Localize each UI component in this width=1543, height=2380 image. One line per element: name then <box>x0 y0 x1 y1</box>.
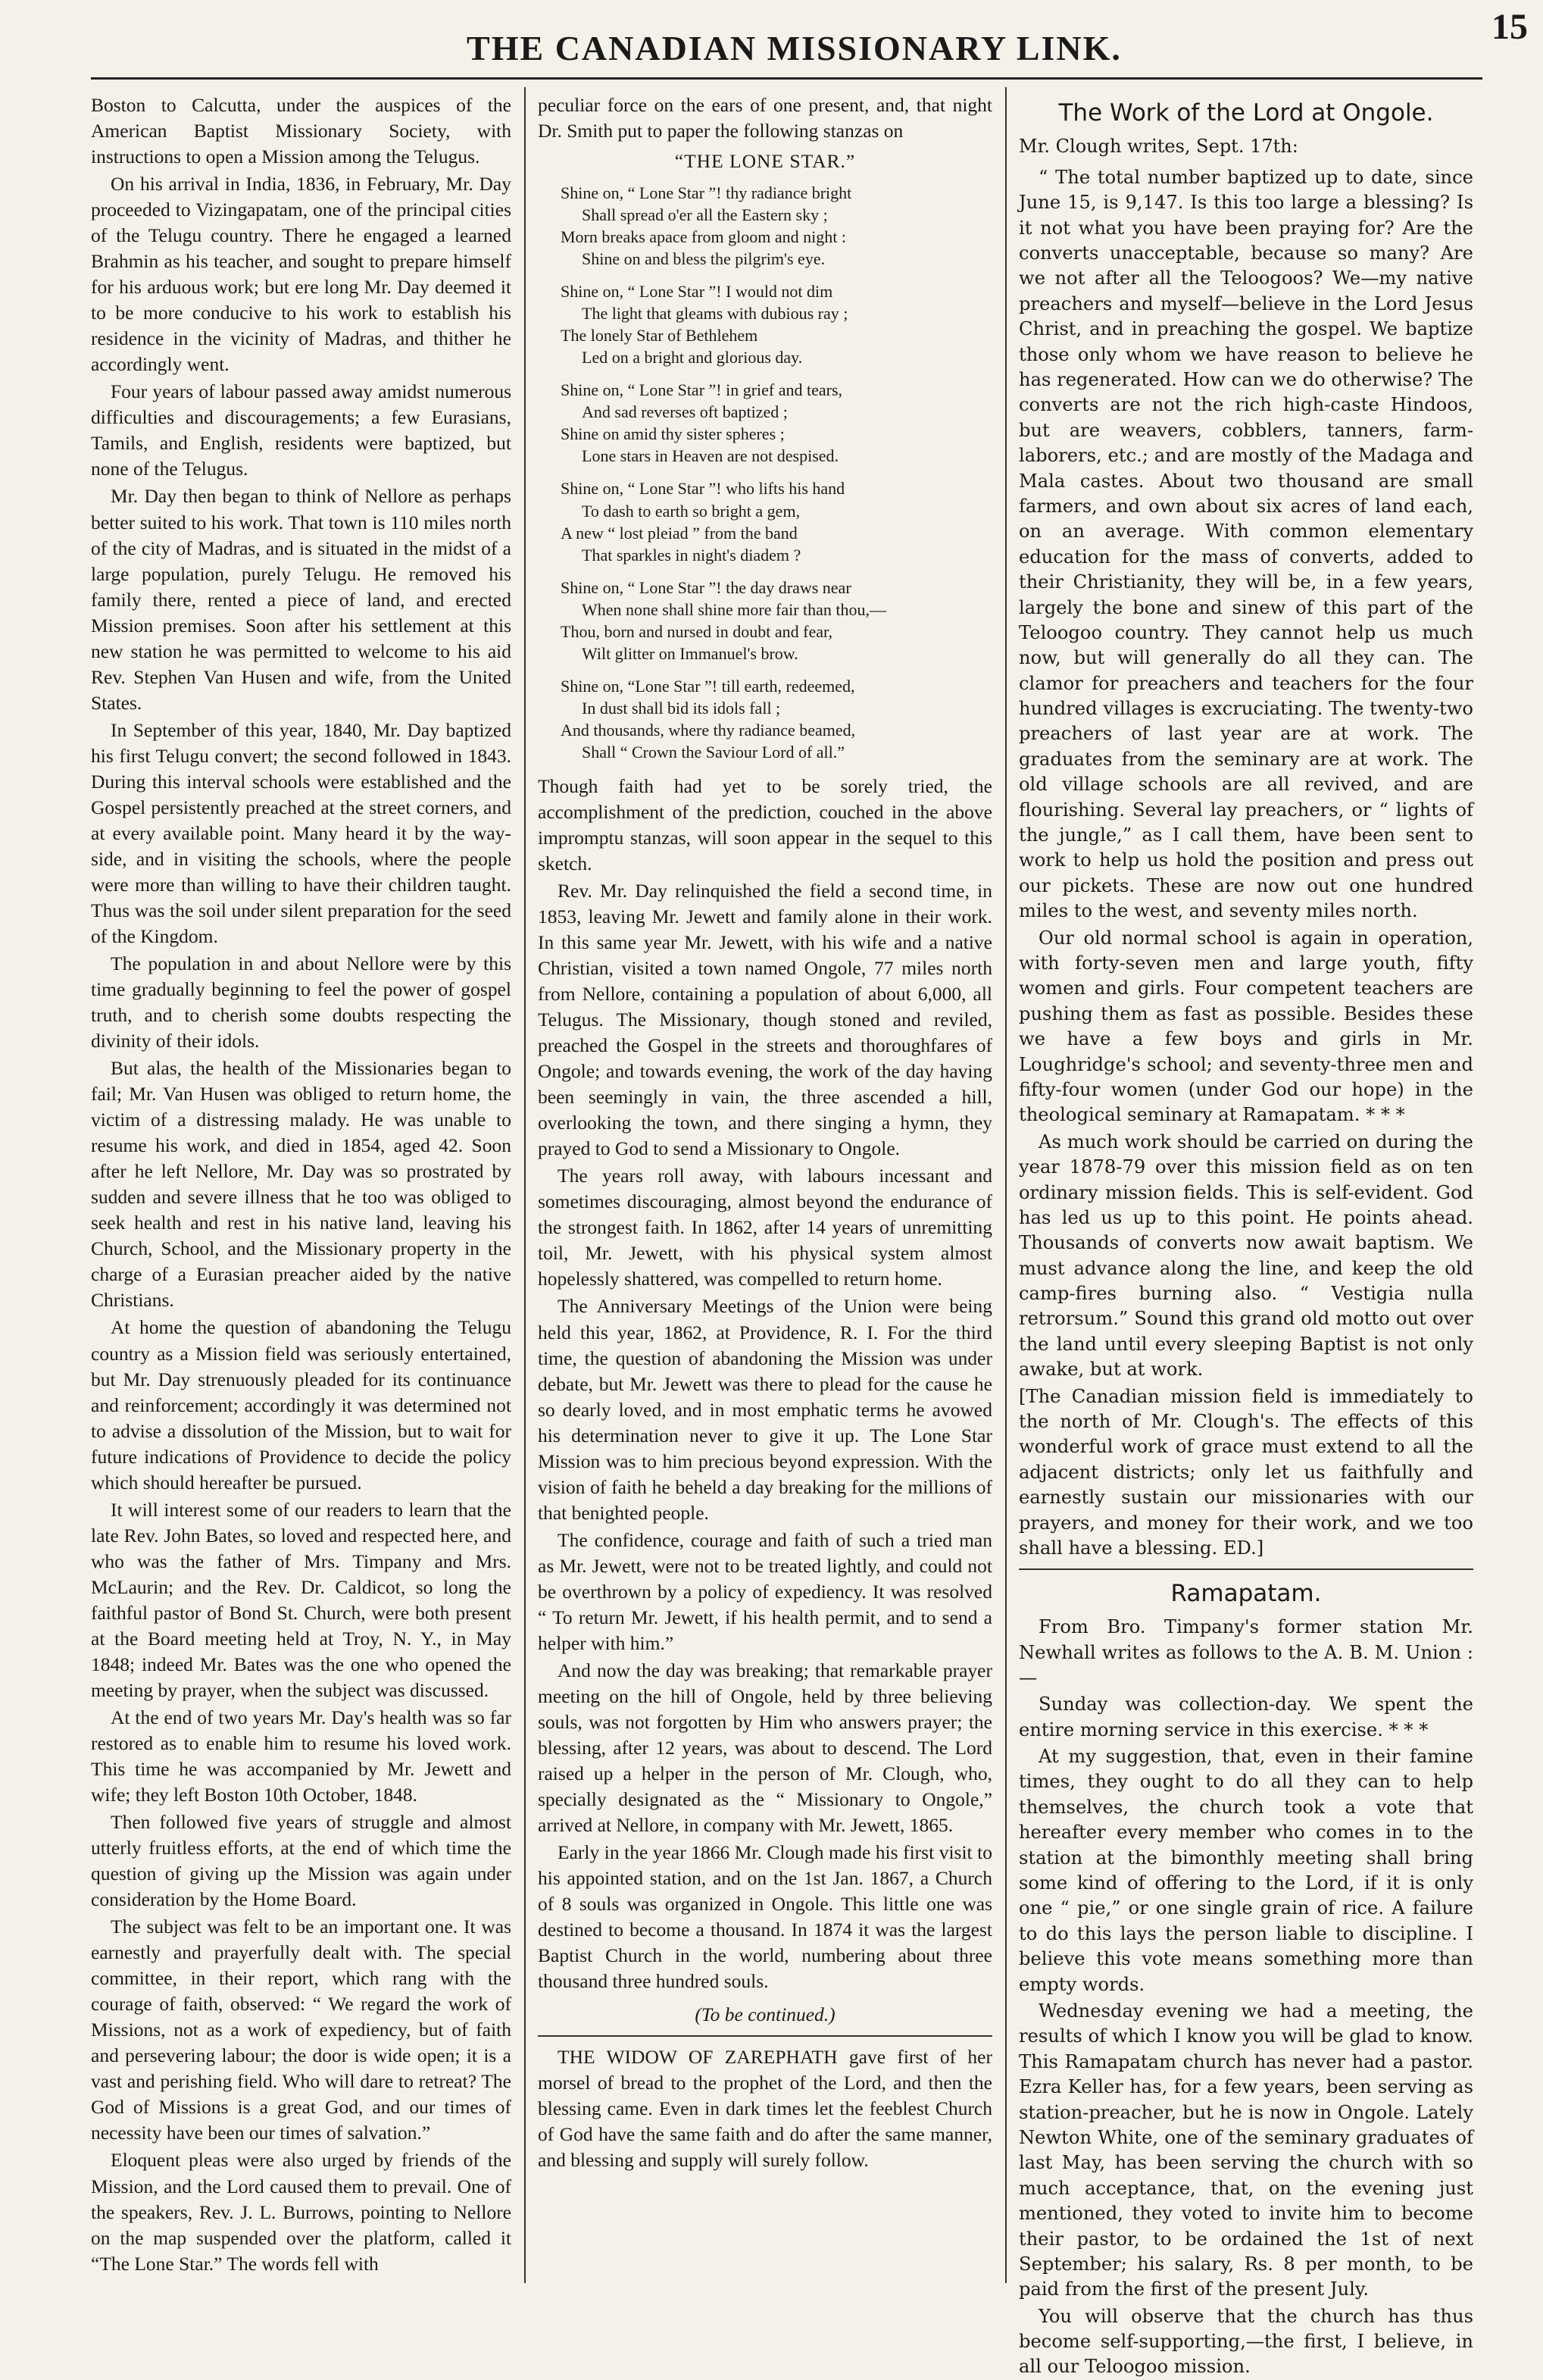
poem-line: Led on a bright and glorious day. <box>582 348 803 367</box>
header-rule <box>91 77 1482 80</box>
poem-line: Wilt glitter on Immanuel's brow. <box>582 643 798 663</box>
paragraph: Eloquent pleas were also urged by friends of the Mission, and the Lord caused them to prevail. One of the speakers, Rev. J. L. Burrows, pointing to Nellore on the map suspended over the platform, called it “The Lone Star.” The words fell with <box>91 2149 511 2275</box>
paragraph: peculiar force on the ears of one present, and, that night Dr. Smith put to paper the following stanzas on <box>538 94 992 142</box>
poem-line: A new “ lost pleiad ” from the band <box>561 523 798 543</box>
column-3 <box>1019 92 1473 2378</box>
poem-line: Shall spread o'er all the Eastern sky ; <box>582 205 828 225</box>
column-2 <box>538 92 992 2283</box>
poem-stanza <box>561 182 992 270</box>
paragraph: Then followed five years of struggle and almost utterly fruitless efforts, at the end of which time the question of giving up the Mission was again under consideration by the Home Board. <box>91 1811 511 1911</box>
paragraph: “ The total number baptized up to date, since June 15, is 9,147. Is this too large a blessing? Is it not what you have been praying for? Are the converts unacceptable, because so many? Are we not after all the Teloogoos? We—my native preachers and myself—believe in the Lord Jesus Christ, and in preaching the gospel. We baptize those only whom we have reason to believe he has regenerated. How can we do otherwise? The converts are not the rich high-caste Hindoos, but are weavers, cobblers, tanners, farm-laborers, etc.; and are mostly of the Madaga and Mala castes. About two thousand are small farmers, and own about six acres of land each, on an average. With common elementary education for the mass of converts, added to their Christianity, they will be, in a few years, largely the bone and sinew of this part of the Teloogoo country. They cannot help us much now, but will generally do all they can. The clamor for preachers and teachers for the four hundred villages is excruciating. The twenty-two preachers of last year are at work. The graduates from the seminary are at work. The old village schools are all revived, and are flourishing. Several lay preachers, or “ lights of the jungle,” as I call them, have been sent to work to help us hold the position and press out our pickets. These are now out one hundred miles to the west, and seventy miles north. <box>1019 166 1473 922</box>
dateline: Mr. Clough writes, Sept. 17th: <box>1019 135 1298 157</box>
poem-line: Shall “ Crown the Saviour Lord of all.” <box>582 742 845 762</box>
widow-paragraph: THE WIDOW OF ZAREPHATH gave first of her morsel of bread to the prophet of the Lord, and then the blessing came. Even in dark times let the feeblest Church of God have the same faith and do after the same manner, and blessing and supply will surely follow. <box>538 2046 992 2172</box>
paragraph: From Bro. Timpany's former station Mr. Newhall writes as follows to the A. B. M. Union :— <box>1019 1616 1473 1688</box>
poem-line: Lone stars in Heaven are not despised. <box>582 446 839 466</box>
poem-line: Shine on, “ Lone Star ”! in grief and tears, <box>561 380 843 400</box>
section-rule <box>1019 1568 1473 1570</box>
paragraph: In September of this year, 1840, Mr. Day baptized his first Telugu convert; the second followed in 1843. During this interval schools were established and the Gospel persistently preached at the street corners, and at every available point. Many heard it by the way-side, and in visiting the schools, where the people were more than willing to have their children taught. Thus was the soil under silent preparation for the seed of the Kingdom. <box>91 718 511 947</box>
poem-line: And sad reverses oft baptized ; <box>582 402 788 422</box>
poem-line: The lonely Star of Bethlehem <box>561 326 758 346</box>
poem-line: Shine on, “ Lone Star ”! thy radiance bright <box>561 183 852 203</box>
paragraph: The subject was felt to be an important one. It was earnestly and prayerfully dealt with. The special committee, in their report, which rang with the courage of faith, observed: “ We regard the work of Missions, not as a work of expediency, but of faith and persevering labour; the door is wide open; it is a vast and perishing field. Who will dare to retreat? The God of Missions is a great God, and our times of necessity have been our times of salvation.” <box>91 1916 511 2144</box>
ramapatam-heading: Ramapatam. <box>1170 1580 1322 1608</box>
paragraph: Our old normal school is again in operation, with forty-seven men and large youth, fifty women and girls. Four competent teachers are pushing them as fast as possible. Besides these we have a few boys and girls in Mr. Loughridge's school; and seventy-three men and fifty-four women (under God our hope) in the theological seminary at Ramapatam. * * * <box>1019 927 1473 1126</box>
poem-line: Shine on, “ Lone Star ”! who lifts his hand <box>561 479 845 499</box>
column-divider <box>524 87 526 2283</box>
poem-stanza <box>561 675 992 763</box>
paragraph: On his arrival in India, 1836, in February, Mr. Day proceeded to Vizingapatam, one of the principal cities of the Telugu country. There he engaged a learned Brahmin as his teacher, and sought to prepare himself for his arduous work; but ere long Mr. Day deemed it to be more conducive to his work to establish his residence in the vicinity of Madras, and thither he accordingly went. <box>91 173 511 376</box>
paragraph: Rev. Mr. Day relinquished the field a second time, in 1853, leaving Mr. Jewett and family alone in their work. In this same year Mr. Jewett, with his wife and a native Christian, visited a town named Ongole, 77 miles north from Nellore, containing a population of about 6,000, all Telugus. The Missionary, though stoned and reviled, preached the Gospel in the streets and thoroughfares of Ongole; and towards evening, the work of the day having been seemingly in vain, the three ascended a hill, overlooking the town, and there singing a hymn, they prayed to God to send a Missionary to Ongole. <box>538 879 992 1160</box>
paragraph: As much work should be carried on during the year 1878-79 over this mission field as on ten ordinary mission fields. This is self-evident. God has led us up to this point. He points ahead. Thousands of converts now await baptism. We must advance along the line, and keep the old camp-fires burning also. “ Vestigia nulla retrorsum.” Sound this grand old motto out over the land until every sleeping Baptist is not only awake, but at work. <box>1019 1131 1473 1381</box>
paragraph: The confidence, courage and faith of such a tried man as Mr. Jewett, were not to be treated lightly, and could not be overthrown by a policy of expediency. It was resolved “ To return Mr. Jewett, if his health permit, and to send a helper with him.” <box>538 1528 992 1654</box>
paragraph: Though faith had yet to be sorely tried, the accomplishment of the prediction, couched in the above impromptu stanzas, will soon appear in the sequel to this sketch. <box>538 774 992 874</box>
paragraph: Boston to Calcutta, under the auspices of the American Baptist Missionary Society, with instructions to open a Mission among the Telugus. <box>91 94 511 168</box>
to-be-continued: (To be continued.) <box>695 2003 836 2026</box>
poem-stanza <box>561 280 992 368</box>
paragraph: The Anniversary Meetings of the Union were being held this year, 1862, at Providence, R. I. For the third time, the question of abandoning the Mission was under debate, but Mr. Jewett was there to plead for the cause he so dearly loved, and in most emphatic terms he avowed his determination never to give it up. The Lone Star Mission was to him precious beyond expression. With the vision of faith he beheld a day breaking for the millions of that benighted people. <box>538 1295 992 1524</box>
poem-line: The light that gleams with dubious ray ; <box>582 304 848 324</box>
poem-line: Thou, born and nursed in doubt and fear, <box>561 621 832 641</box>
poem-stanza <box>561 379 992 467</box>
column-1 <box>91 92 511 2283</box>
poem-line: And thousands, where thy radiance beamed, <box>561 720 856 740</box>
paragraph: Four years of labour passed away amidst numerous difficulties and discouragements; a few Eurasians, Tamils, and English, residents were baptized, but none of the Telugus. <box>91 380 511 480</box>
paragraph: Wednesday evening we had a meeting, the results of which I know you will be glad to know. This Ramapatam church has never had a pastor. Ezra Keller has, for a few years, been serving as station-preacher, but he is now in Ongole. Lately Newton White, one of the seminary graduates of last May, has been serving the church with so much acceptance, that, on the evening just mentioned, they voted to invite him to become their pastor, to be ordained the 1st of next September; his salary, Rs. 8 per month, to be paid from the first of the present July. <box>1019 2000 1473 2300</box>
poem-line: That sparkles in night's diadem ? <box>582 545 801 565</box>
paragraph: At home the question of abandoning the Telugu country as a Mission field was seriously entertained, but Mr. Day strenuously pleaded for its continuance and reinforcement; accordingly it was determined not to advise a dissolution of the Mission, but to wait for future indications of Providence to decide the policy which should hereafter be pursued. <box>91 1316 511 1493</box>
paragraph: It will interest some of our readers to learn that the late Rev. John Bates, so loved and respected here, and who was the father of Mrs. Timpany and Mrs. McLaurin; and the Rev. Dr. Caldicot, so long the faithful pastor of Bond St. Church, were both present at the Board meeting held at Troy, N. Y., in May 1848; indeed Mr. Bates was the one who opened the meeting by prayer, when the subject was discussed. <box>91 1498 511 1701</box>
paragraph: Mr. Day then began to think of Nellore as perhaps better suited to his work. That town is 110 miles north of the city of Madras, and is situated in the midst of a large population, purely Telugu. He removed his family there, rented a piece of land, and erected Mission premises. Soon after his settlement at this new station he was permitted to welcome to his aid Rev. Stephen Van Husen and wife, from the United States. <box>91 485 511 714</box>
paragraph: The population in and about Nellore were by this time gradually beginning to feel the power of gospel truth, and to cherish some doubts respecting the divinity of their idols. <box>91 952 511 1052</box>
poem-line: Shine on and bless the pilgrim's eye. <box>582 249 826 269</box>
publication-title: THE CANADIAN MISSIONARY LINK. <box>467 28 1122 67</box>
poem-line: Shine on, “Lone Star ”! till earth, redeemed, <box>561 676 855 696</box>
poem-stanza <box>561 577 992 665</box>
poem-line: When none shall shine more fair than thou,— <box>582 599 887 619</box>
poem-stanza <box>561 477 992 565</box>
column-divider <box>1005 87 1007 2283</box>
poem-line: Shine on, “ Lone Star ”! I would not dim <box>561 282 833 302</box>
poem-line: Morn breaks apace from gloom and night : <box>561 227 846 247</box>
paragraph: Early in the year 1866 Mr. Clough made his first visit to his appointed station, and on the 1st Jan. 1867, a Church of 8 souls was organized in Ongole. This little one was destined to become a thousand. In 1874 it was the largest Baptist Church in the world, numbering about three thousand three hundred souls. <box>538 1841 992 1993</box>
poem-line: To dash to earth so bright a gem, <box>582 501 801 521</box>
paragraph: You will observe that the church has thus become self-supporting,—the first, I believe, in all our Teloogoo mission. <box>1019 2305 1473 2378</box>
page-number: 15 <box>1491 7 1528 47</box>
paragraph: The years roll away, with labours incessant and sometimes discouraging, almost beyond the endurance of the strongest faith. In 1862, after 14 years of unremitting toil, Mr. Jewett, with his physical system almost hopelessly shattered, was compelled to return home. <box>538 1165 992 1290</box>
editor-note: [The Canadian mission field is immediately to the north of Mr. Clough's. The effects of this wonderful work of grace must extend to all the adjacent districts; only let us faithfully and earnestly sustain our missionaries with our prayers, and money for their work, and we too shall have a blessing. ED.] <box>1019 1385 1473 1559</box>
poem-line: Shine on, “ Lone Star ”! the day draws near <box>561 577 851 597</box>
poem-line: In dust shall bid its idols fall ; <box>582 698 781 718</box>
poem-line: Shine on amid thy sister spheres ; <box>561 424 785 444</box>
paragraph: But alas, the health of the Missionaries began to fail; Mr. Van Husen was obliged to return home, the victim of a distressing malady. He was unable to resume his work, and died in 1854, aged 42. Soon after he left Nellore, Mr. Day was so prostrated by sudden and severe illness that he too was obliged to seek health and rest in his native land, leaving his Church, School, and the Missionary property in the charge of a Eurasian preacher aided by the native Christians. <box>91 1057 511 1312</box>
paragraph: At my suggestion, that, even in their famine times, they ought to do all they can to help themselves, the church took a vote that hereafter every member who comes in to the station at the bimonthly meeting shall bring some kind of offering to the Lord, if it is only one “ pie,” or one single grain of rice. A failure to do this lays the person liable to discipline. I believe this vote means something more than empty words. <box>1019 1746 1473 1995</box>
section-rule <box>538 2035 992 2037</box>
paragraph: Sunday was collection-day. We spent the entire morning service in this exercise. * * * <box>1019 1694 1473 1740</box>
paragraph: And now the day was breaking; that remarkable prayer meeting on the hill of Ongole, held by three believing souls, was not forgotten by Him who answers prayer; the blessing, after 12 years, was about to descend. The Lord raised up a helper in the person of Mr. Clough, who, specially designated as the “ Missionary to Ongole,” arrived at Nellore, in company with Mr. Jewett, 1865. <box>538 1659 992 1837</box>
masthead <box>91 21 1498 74</box>
poem-title: “THE LONE STAR.” <box>674 150 856 173</box>
paragraph: At the end of two years Mr. Day's health was so far restored as to enable him to resume his loved work. This time he was accompanied by Mr. Jewett and wife; they left Boston 10th October, 1848. <box>91 1706 511 1806</box>
ongole-heading: The Work of the Lord at Ongole. <box>1058 99 1434 127</box>
